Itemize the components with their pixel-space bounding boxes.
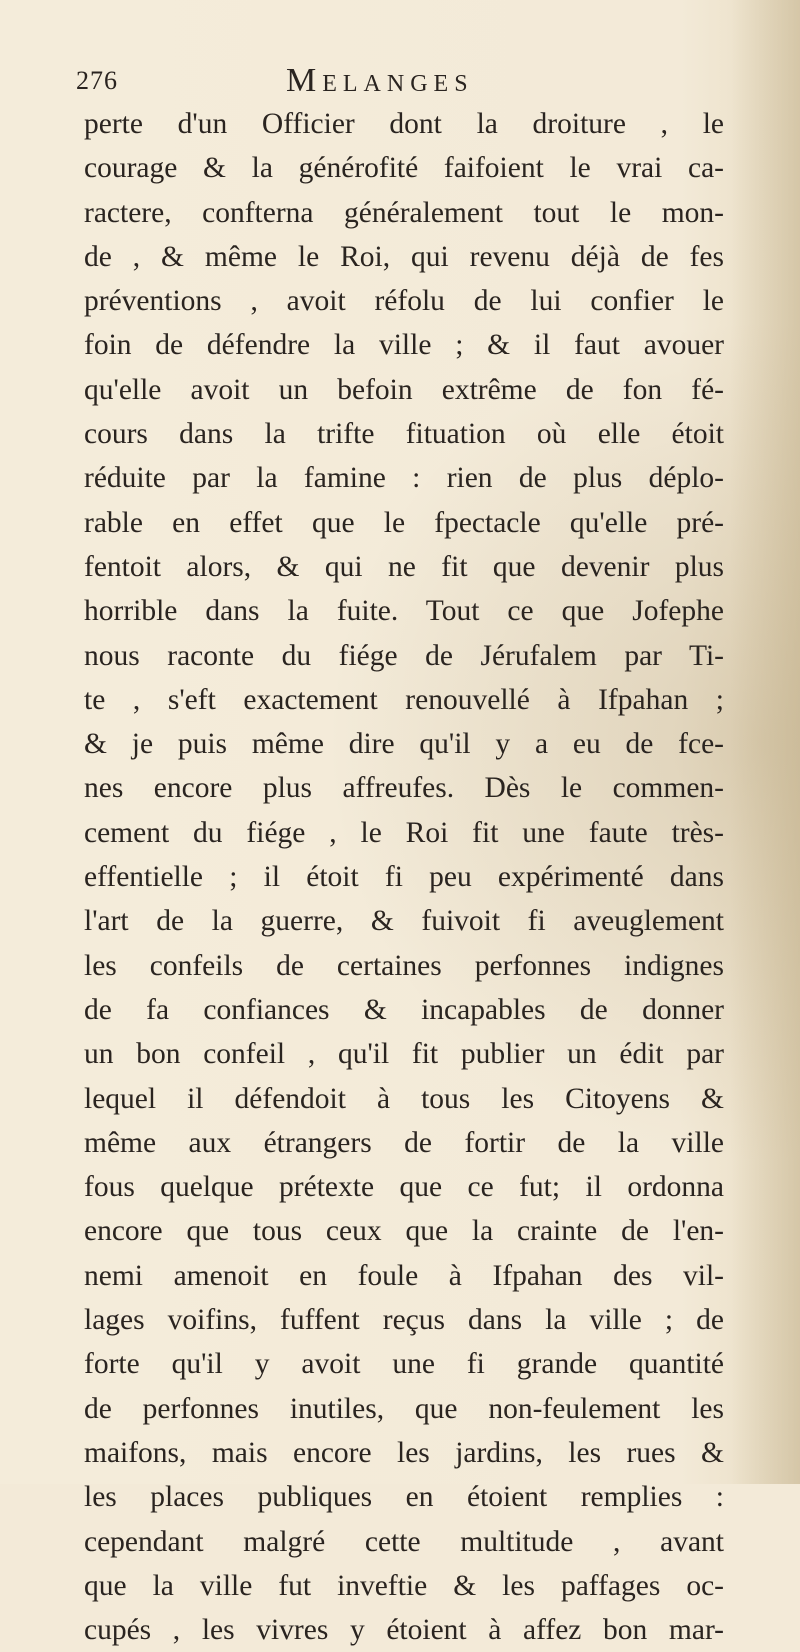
text-line: réduite par la famine : rien de plus déplo- — [84, 462, 724, 495]
text-line: préventions , avoit réfolu de lui confier le — [84, 285, 724, 318]
text-line: maifons, mais encore les jardins, les rues & — [84, 1436, 724, 1469]
text-line: cependant malgré cette multitude , avant — [84, 1525, 724, 1558]
text-line: nemi amenoit en foule à Ifpahan des vil- — [84, 1259, 724, 1292]
text-line: les confeils de certaines perfonnes indignes — [84, 949, 724, 982]
page-edge-shadow — [730, 0, 800, 1484]
text-line: perte d'un Officier dont la droiture , le — [84, 108, 724, 140]
text-line: cupés , les vivres y étoient à affez bon mar- — [84, 1614, 724, 1647]
text-line: un bon confeil , qu'il fit publier un édit par — [84, 1038, 724, 1071]
text-line: courage & la générofité faifoient le vrai ca- — [84, 152, 724, 185]
text-line: les places publiques en étoient remplies : — [84, 1481, 724, 1514]
text-line: foin de défendre la ville ; & il faut avouer — [84, 329, 724, 362]
text-line: rable en effet que le fpectacle qu'elle pré- — [84, 506, 724, 539]
text-line: même aux étrangers de fortir de la ville — [84, 1126, 724, 1159]
text-line: forte qu'il y avoit une fi grande quantité — [84, 1348, 724, 1381]
text-line: effentielle ; il étoit fi peu expérimenté dans — [84, 861, 724, 894]
text-line: cement du fiége , le Roi fit une faute très- — [84, 816, 724, 849]
text-line: encore que tous ceux que la crainte de l'en- — [84, 1215, 724, 1248]
page-header — [76, 62, 696, 102]
text-line: de perfonnes inutiles, que non-feulement les — [84, 1392, 724, 1425]
page-number: 276 — [76, 66, 118, 95]
text-line: lequel il défendoit à tous les Citoyens & — [84, 1082, 724, 1115]
text-line: ractere, confterna généralement tout le mon- — [84, 196, 724, 229]
text-line: que la ville fut inveftie & les paffages oc- — [84, 1569, 724, 1602]
text-line: fous quelque prétexte que ce fut; il ordonna — [84, 1171, 724, 1204]
text-line: horrible dans la fuite. Tout ce que Jofephe — [84, 595, 724, 628]
text-line: fentoit alors, & qui ne fit que devenir plus — [84, 550, 724, 583]
body-text — [84, 102, 724, 1652]
text-line: cours dans la trifte fituation où elle étoit — [84, 418, 724, 451]
text-line: nes encore plus affreufes. Dès le commen- — [84, 772, 724, 805]
text-line: & je puis même dire qu'il y a eu de fce- — [84, 728, 724, 761]
text-line: te , s'eft exactement renouvellé à Ifpahan ; — [84, 683, 724, 716]
text-line: de fa confiances & incapables de donner — [84, 993, 724, 1026]
text-line: lages voifins, fuffent reçus dans la ville ; de — [84, 1304, 724, 1337]
text-line: qu'elle avoit un befoin extrême de fon fé- — [84, 373, 724, 406]
text-line: l'art de la guerre, & fuivoit fi aveuglement — [84, 905, 724, 938]
text-line: nous raconte du fiége de Jérufalem par Ti- — [84, 639, 724, 672]
text-line: de , & même le Roi, qui revenu déjà de fes — [84, 240, 724, 273]
running-title: Melanges — [286, 62, 474, 99]
